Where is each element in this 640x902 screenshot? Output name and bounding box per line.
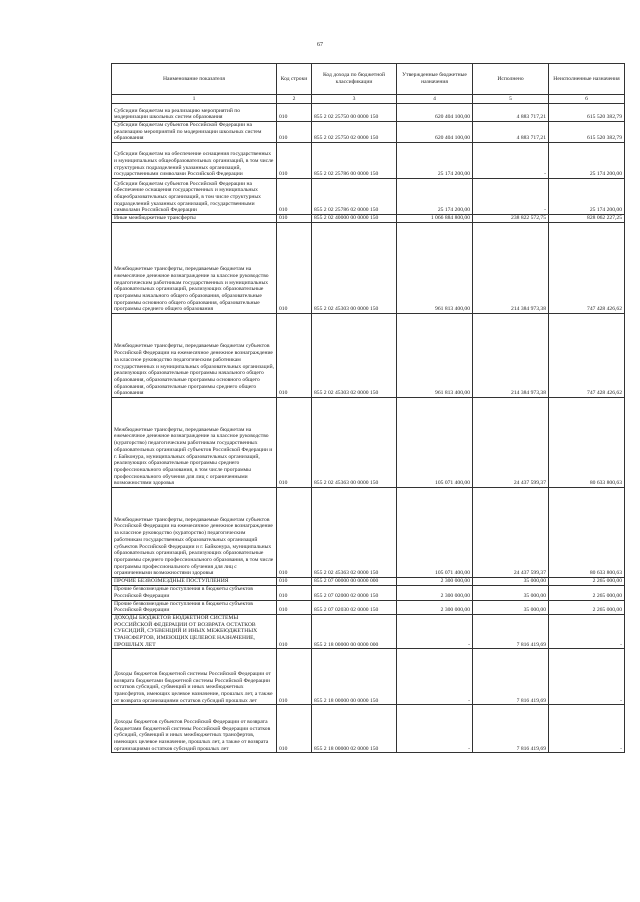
row-approved: 25 174 200,00 <box>397 179 473 215</box>
row-kbk: 855 2 02 25786 00 0000 150 <box>312 143 397 179</box>
row-name: Доходы бюджетов бюджетной системы Российской Федерации от возврата бюджетами бюджетной системы Российской Федерации остатков субсидий, субвенций и иных межбюджетных трансфертов, имеющих целевое назначение, прошлых лет, а также от возврата организациями остатков субсидий прошлых лет <box>112 649 277 705</box>
table-row <box>112 104 625 122</box>
row-code: 010 <box>277 578 312 586</box>
table-row <box>112 586 625 600</box>
row-code: 010 <box>277 122 312 143</box>
row-name: Субсидии бюджетам субъектов Российской Федерации на реализацию мероприятий по модернизации школьных систем образования <box>112 122 277 143</box>
row-name: Межбюджетные трансферты, передаваемые бюджетам на ежемесячное денежное вознаграждение за классное руководство (кураторство) педагогическим работникам государственных образовательных организаций субъектов Российской Федерации и г. Байконура, муниципальных образовательных организаций, реализующих образовательные программы среднего профессионального образования, в том числе программы профессионального обучения для лиц с ограниченными возможностями здоровья <box>112 398 277 488</box>
row-executed: 7 816 419,69 <box>473 614 549 649</box>
row-kbk: 855 2 02 40000 00 0000 150 <box>312 215 397 223</box>
row-unexecuted: 80 633 800,63 <box>549 398 625 488</box>
row-approved: - <box>397 705 473 753</box>
row-name: Субсидии бюджетам субъектов Российской Федерации на обеспечение оснащения государственных и муниципальных общеобразовательных организаций, в том числе структурных подразделений указанных организаций, государственными символами Российской Федерации <box>112 179 277 215</box>
row-code: 010 <box>277 179 312 215</box>
column-index: 4 <box>397 95 473 104</box>
table-row <box>112 122 625 143</box>
row-kbk: 855 2 07 02030 02 0000 150 <box>312 600 397 614</box>
table-row <box>112 215 625 223</box>
row-name: Субсидии бюджетам на обеспечение оснащения государственных и муниципальных общеобразовательных организаций, в том числе структурных подразделений указанных организаций, государственными символами Российской Федерации <box>112 143 277 179</box>
row-code: 010 <box>277 600 312 614</box>
row-code: 010 <box>277 649 312 705</box>
row-executed: - <box>473 179 549 215</box>
row-code: 010 <box>277 143 312 179</box>
row-name: Прочие безвозмездные поступления в бюджеты субъектов Российской Федерации <box>112 600 277 614</box>
row-name: Доходы бюджетов субъектов Российской Федерации от возврата бюджетами бюджетной системы Российской Федерации остатков субсидий, субвенций и иных межбюджетных трансфертов, имеющих целевое назначение, прошлых лет, а также от возврата организациями остатков субсидий прошлых лет <box>112 705 277 753</box>
row-approved: 620 404 100,00 <box>397 122 473 143</box>
budget-table <box>111 63 625 753</box>
table-row <box>112 143 625 179</box>
row-unexecuted: 80 633 800,63 <box>549 488 625 578</box>
row-approved: 105 071 400,00 <box>397 398 473 488</box>
column-index: 1 <box>112 95 277 104</box>
row-approved: 2 300 000,00 <box>397 586 473 600</box>
row-executed: 7 816 419,69 <box>473 649 549 705</box>
row-kbk: 855 2 02 45363 02 0000 150 <box>312 488 397 578</box>
row-executed: 35 000,00 <box>473 586 549 600</box>
row-unexecuted: 747 428 426,62 <box>549 223 625 314</box>
row-name: Иные межбюджетные трансферты <box>112 215 277 223</box>
column-index: 2 <box>277 95 312 104</box>
row-executed: 4 883 717,21 <box>473 122 549 143</box>
row-unexecuted: 2 265 000,00 <box>549 578 625 586</box>
row-kbk: 855 2 02 45363 00 0000 150 <box>312 398 397 488</box>
table-row <box>112 314 625 398</box>
row-unexecuted: - <box>549 705 625 753</box>
row-executed: 214 384 973,38 <box>473 223 549 314</box>
row-code: 010 <box>277 314 312 398</box>
column-header: Утвержденные бюджетные назначения <box>397 64 473 95</box>
row-approved: 2 300 000,00 <box>397 600 473 614</box>
row-unexecuted: 747 428 426,62 <box>549 314 625 398</box>
row-unexecuted: 25 174 200,00 <box>549 143 625 179</box>
row-unexecuted: - <box>549 649 625 705</box>
table-row <box>112 398 625 488</box>
table-row <box>112 649 625 705</box>
row-approved: - <box>397 649 473 705</box>
column-index-row <box>112 95 625 104</box>
column-header: Исполнено <box>473 64 549 95</box>
row-code: 010 <box>277 705 312 753</box>
row-kbk: 855 2 02 45303 00 0000 150 <box>312 223 397 314</box>
table-row <box>112 600 625 614</box>
column-header: Код дохода по бюджетной классификации <box>312 64 397 95</box>
column-header: Неисполненные назначения <box>549 64 625 95</box>
row-executed: 7 816 419,69 <box>473 705 549 753</box>
row-unexecuted: 2 265 000,00 <box>549 586 625 600</box>
row-unexecuted: 828 062 227,25 <box>549 215 625 223</box>
row-kbk: 855 2 07 02000 02 0000 150 <box>312 586 397 600</box>
row-approved: 620 404 100,00 <box>397 104 473 122</box>
row-executed: - <box>473 143 549 179</box>
row-kbk: 855 2 02 25750 02 0000 150 <box>312 122 397 143</box>
column-header: Код строки <box>277 64 312 95</box>
row-code: 010 <box>277 586 312 600</box>
row-name: Прочие безвозмездные поступления в бюджеты субъектов Российской Федерации <box>112 586 277 600</box>
row-approved: 25 174 200,00 <box>397 143 473 179</box>
row-name: ДОХОДЫ БЮДЖЕТОВ БЮДЖЕТНОЙ СИСТЕМЫ РОССИЙСКОЙ ФЕДЕРАЦИИ ОТ ВОЗВРАТА ОСТАТКОВ СУБСИДИЙ, СУБВЕНЦИЙ И ИНЫХ МЕЖБЮДЖЕТНЫХ ТРАНСФЕРТОВ, ИМЕЮЩИХ ЦЕЛЕВОЕ НАЗНАЧЕНИЕ, ПРОШЛЫХ ЛЕТ <box>112 614 277 649</box>
row-approved: 105 071 400,00 <box>397 488 473 578</box>
row-executed: 214 384 973,38 <box>473 314 549 398</box>
row-name: Субсидии бюджетам на реализацию мероприятий по модернизации школьных систем образования <box>112 104 277 122</box>
row-kbk: 855 2 18 00000 00 0000 000 <box>312 614 397 649</box>
row-kbk: 855 2 18 00000 00 0000 150 <box>312 649 397 705</box>
row-kbk: 855 2 07 00000 00 0000 000 <box>312 578 397 586</box>
row-approved: 1 066 884 800,00 <box>397 215 473 223</box>
column-index: 6 <box>549 95 625 104</box>
page-number: 67 <box>317 42 323 48</box>
table-row <box>112 223 625 314</box>
row-approved: 961 813 400,00 <box>397 223 473 314</box>
row-kbk: 855 2 02 45303 02 0000 150 <box>312 314 397 398</box>
row-code: 010 <box>277 398 312 488</box>
row-name: Межбюджетные трансферты, передаваемые бюджетам на ежемесячное денежное вознаграждение за классное руководство педагогическим работникам государственных и муниципальных образовательных организаций, реализующих образовательные программы начального общего образования, образовательные программы основного общего образования, образовательные программы среднего общего образования <box>112 223 277 314</box>
row-name: ПРОЧИЕ БЕЗВОЗМЕЗДНЫЕ ПОСТУПЛЕНИЯ <box>112 578 277 586</box>
row-unexecuted: 615 520 382,79 <box>549 104 625 122</box>
table-row <box>112 614 625 649</box>
column-index: 5 <box>473 95 549 104</box>
row-executed: 24 437 599,37 <box>473 398 549 488</box>
row-name: Межбюджетные трансферты, передаваемые бюджетам субъектов Российской Федерации на ежемесячное денежное вознаграждение за классное руководство (кураторство) педагогическим работникам государственных образовательных организаций субъектов Российской Федерации и г. Байконура, муниципальных образовательных организаций, реализующих образовательные программы среднего профессионального образования, в том числе программы профессионального обучения для лиц с ограниченными возможностями здоровья <box>112 488 277 578</box>
row-code: 010 <box>277 104 312 122</box>
row-executed: 4 883 717,21 <box>473 104 549 122</box>
row-executed: 35 000,00 <box>473 578 549 586</box>
row-executed: 238 822 572,75 <box>473 215 549 223</box>
row-unexecuted: - <box>549 614 625 649</box>
row-unexecuted: 25 174 200,00 <box>549 179 625 215</box>
row-kbk: 855 2 02 25786 02 0000 150 <box>312 179 397 215</box>
row-approved: - <box>397 614 473 649</box>
row-kbk: 855 2 18 00000 02 0000 150 <box>312 705 397 753</box>
row-unexecuted: 2 265 000,00 <box>549 600 625 614</box>
column-header: Наименование показателя <box>112 64 277 95</box>
row-executed: 24 437 599,37 <box>473 488 549 578</box>
table-header-row <box>112 64 625 95</box>
row-name: Межбюджетные трансферты, передаваемые бюджетам субъектов Российской Федерации на ежемесячное денежное вознаграждение за классное руководство педагогическим работникам государственных и муниципальных образовательных организаций, реализующих образовательные программы начального общего образования, образовательные программы основного общего образования, образовательные программы среднего общего образования <box>112 314 277 398</box>
row-kbk: 855 2 02 25750 00 0000 150 <box>312 104 397 122</box>
row-executed: 35 000,00 <box>473 600 549 614</box>
row-code: 010 <box>277 215 312 223</box>
row-code: 010 <box>277 488 312 578</box>
row-unexecuted: 615 520 382,79 <box>549 122 625 143</box>
row-code: 010 <box>277 614 312 649</box>
row-approved: 2 300 000,00 <box>397 578 473 586</box>
column-index: 3 <box>312 95 397 104</box>
table-row <box>112 578 625 586</box>
table-row <box>112 179 625 215</box>
row-approved: 961 813 400,00 <box>397 314 473 398</box>
row-code: 010 <box>277 223 312 314</box>
table-row <box>112 705 625 753</box>
table-row <box>112 488 625 578</box>
